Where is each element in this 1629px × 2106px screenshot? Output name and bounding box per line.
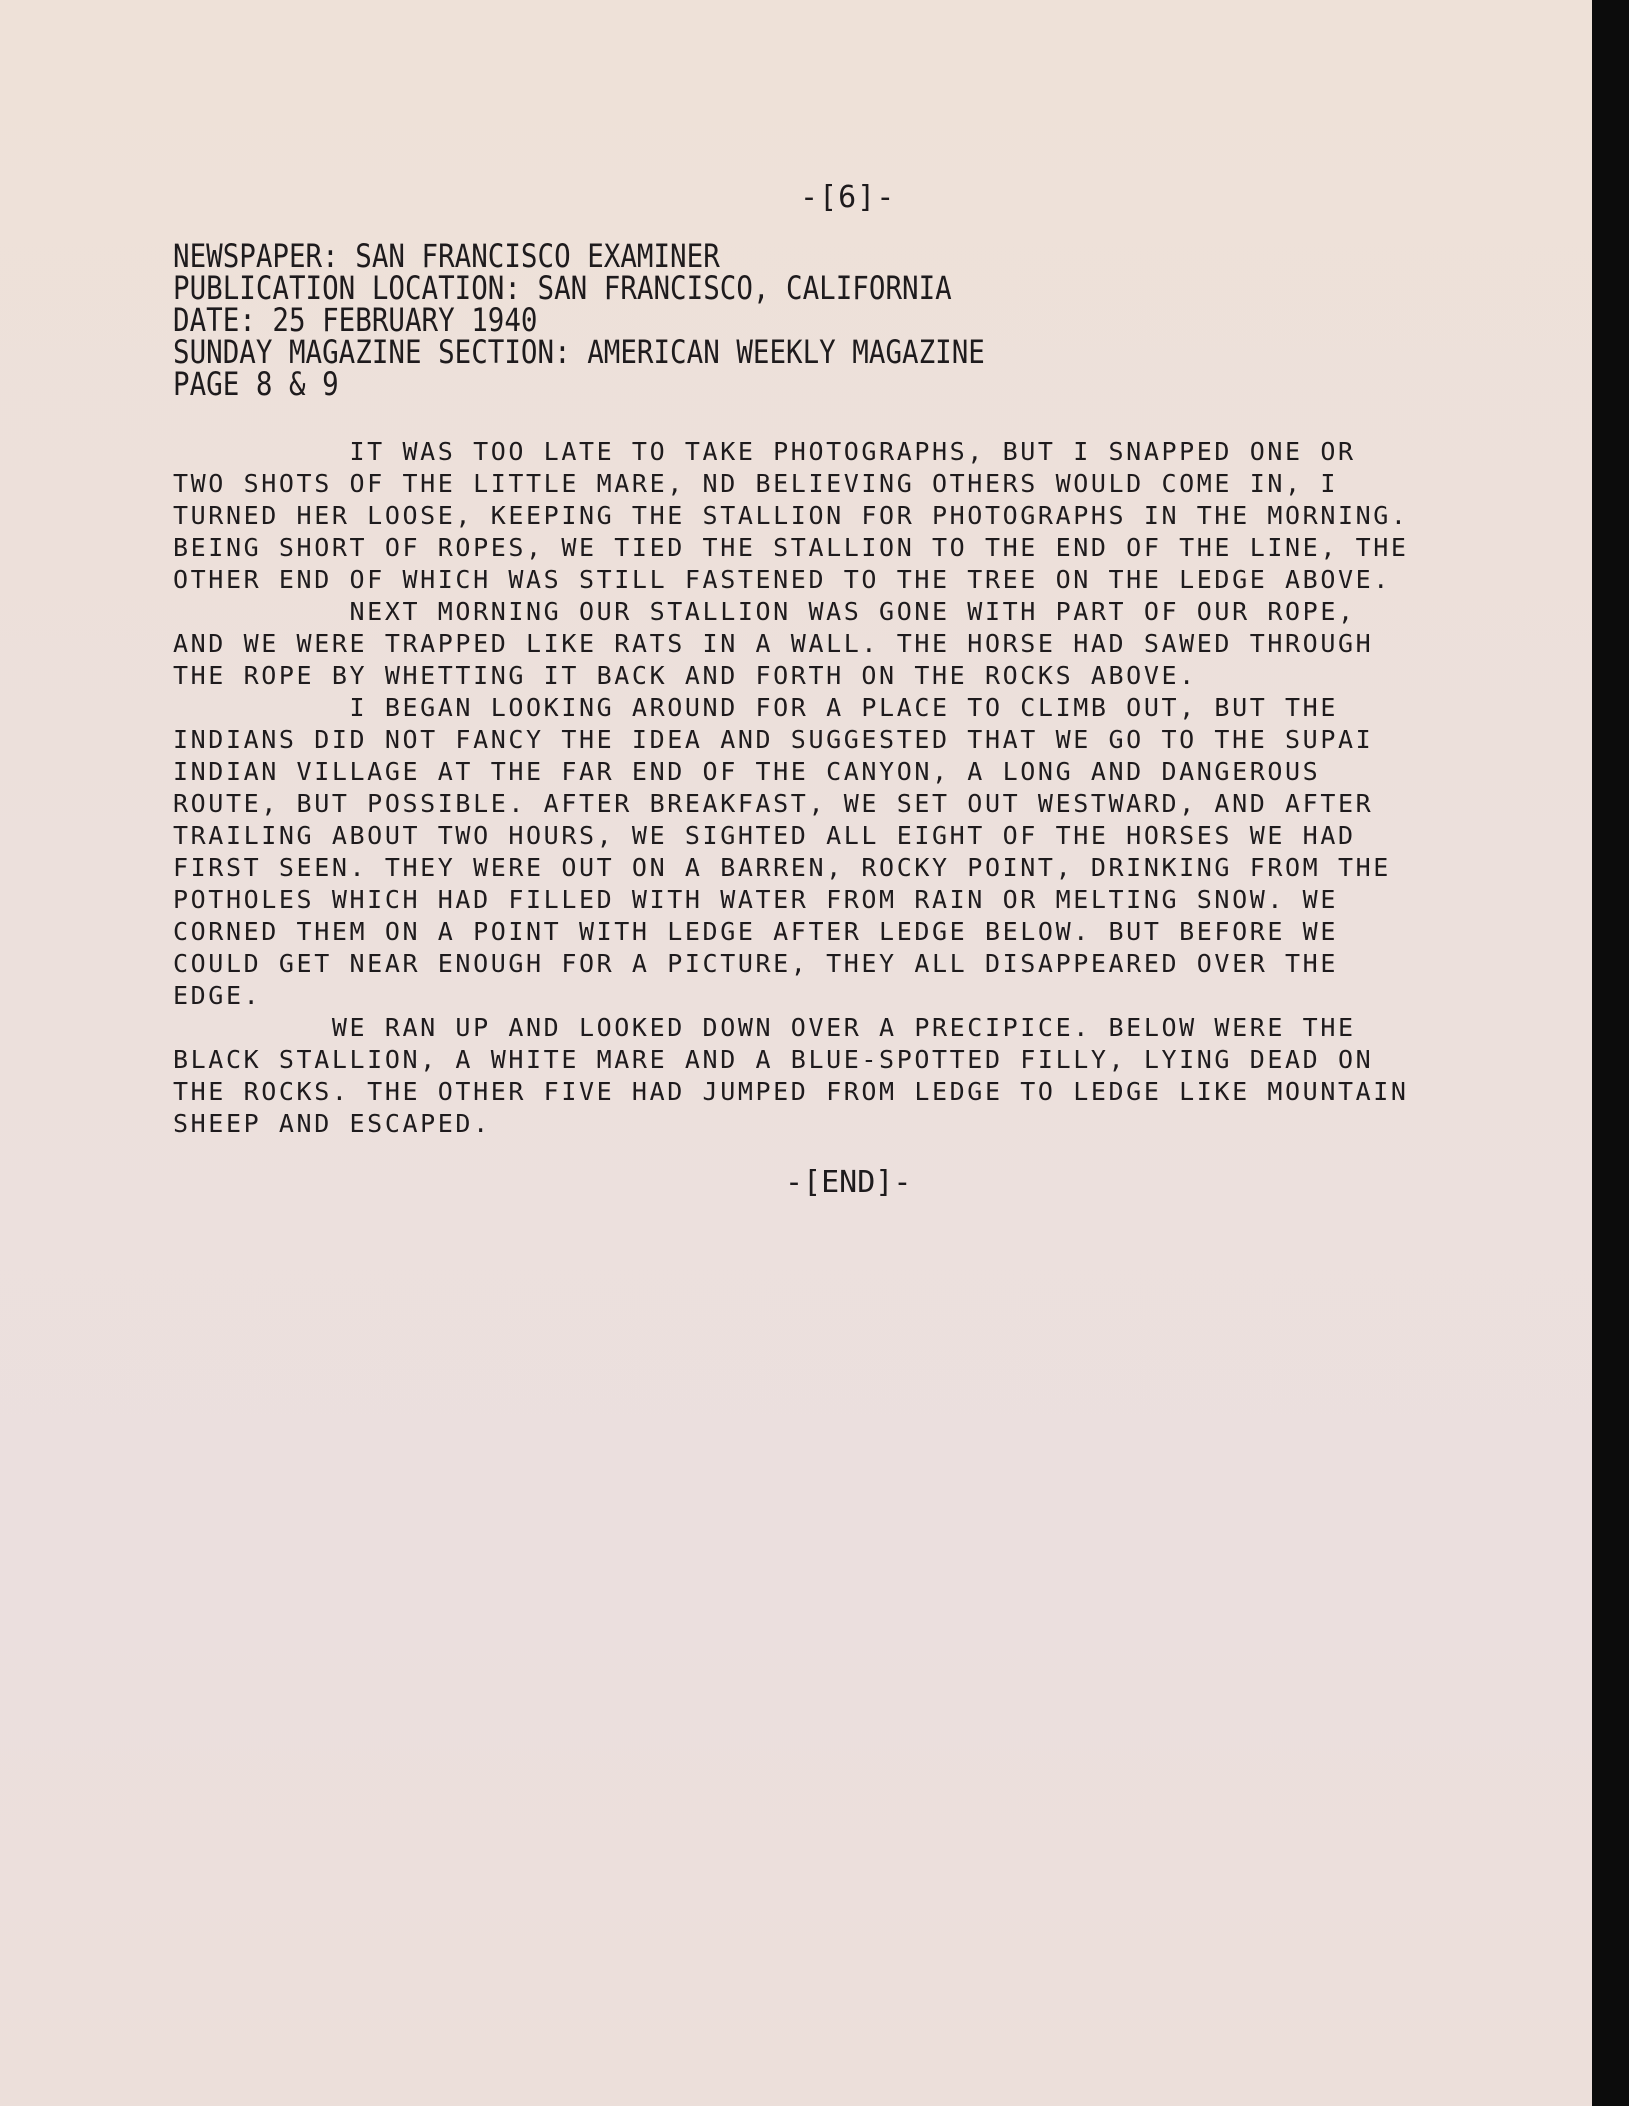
text-line: IT WAS TOO LATE TO TAKE PHOTOGRAPHS, BUT I SNAPPED ONE OR	[173, 437, 1356, 466]
text-line: WE RAN UP AND LOOKED DOWN OVER A PRECIPICE. BELOW WERE THE	[173, 1013, 1356, 1042]
text-line: BLACK STALLION, A WHITE MARE AND A BLUE-SPOTTED FILLY, LYING DEAD ON	[173, 1045, 1374, 1074]
article-body	[173, 436, 1629, 1140]
text-line: TRAILING ABOUT TWO HOURS, WE SIGHTED ALL EIGHT OF THE HORSES WE HAD	[173, 821, 1356, 850]
text-line: AND WE WERE TRAPPED LIKE RATS IN A WALL. THE HORSE HAD SAWED THROUGH	[173, 629, 1374, 658]
text-line: I BEGAN LOOKING AROUND FOR A PLACE TO CLIMB OUT, BUT THE	[173, 693, 1338, 722]
header-page: PAGE 8 & 9	[173, 365, 339, 403]
text-line: NEXT MORNING OUR STALLION WAS GONE WITH PART OF OUR ROPE,	[173, 597, 1356, 626]
header-date: DATE: 25 FEBRUARY 1940	[173, 301, 538, 339]
text-line: COULD GET NEAR ENOUGH FOR A PICTURE, THEY ALL DISAPPEARED OVER THE	[173, 949, 1338, 978]
text-line: POTHOLES WHICH HAD FILLED WITH WATER FROM RAIN OR MELTING SNOW. WE	[173, 885, 1338, 914]
text-line: INDIAN VILLAGE AT THE FAR END OF THE CANYON, A LONG AND DANGEROUS	[173, 757, 1321, 786]
text-line: CORNED THEM ON A POINT WITH LEDGE AFTER LEDGE BELOW. BUT BEFORE WE	[173, 917, 1338, 946]
text-line: SHEEP AND ESCAPED.	[173, 1109, 491, 1138]
header-publication-location: PUBLICATION LOCATION: SAN FRANCISCO, CALIFORNIA	[173, 269, 952, 307]
text-line: INDIANS DID NOT FANCY THE IDEA AND SUGGESTED THAT WE GO TO THE SUPAI	[173, 725, 1374, 754]
text-line: TWO SHOTS OF THE LITTLE MARE, ND BELIEVING OTHERS WOULD COME IN, I	[173, 469, 1338, 498]
scan-border	[1592, 0, 1629, 2106]
source-header	[173, 237, 1117, 403]
text-line: ROUTE, BUT POSSIBLE. AFTER BREAKFAST, WE SET OUT WESTWARD, AND AFTER	[173, 789, 1374, 818]
text-line: FIRST SEEN. THEY WERE OUT ON A BARREN, ROCKY POINT, DRINKING FROM THE	[173, 853, 1391, 882]
text-line: THE ROCKS. THE OTHER FIVE HAD JUMPED FROM LEDGE TO LEDGE LIKE MOUNTAIN	[173, 1077, 1409, 1106]
text-line: EDGE.	[173, 981, 262, 1010]
page-number: -[6]-	[800, 180, 896, 215]
header-section: SUNDAY MAGAZINE SECTION: AMERICAN WEEKLY MAGAZINE	[173, 333, 985, 371]
text-line: TURNED HER LOOSE, KEEPING THE STALLION FOR PHOTOGRAPHS IN THE MORNING.	[173, 501, 1409, 530]
end-mark: -[END]-	[785, 1165, 912, 1200]
text-line: OTHER END OF WHICH WAS STILL FASTENED TO THE TREE ON THE LEDGE ABOVE.	[173, 565, 1391, 594]
text-line: THE ROPE BY WHETTING IT BACK AND FORTH ON THE ROCKS ABOVE.	[173, 661, 1197, 690]
header-newspaper: NEWSPAPER: SAN FRANCISCO EXAMINER	[173, 237, 720, 275]
text-line: BEING SHORT OF ROPES, WE TIED THE STALLION TO THE END OF THE LINE, THE	[173, 533, 1409, 562]
